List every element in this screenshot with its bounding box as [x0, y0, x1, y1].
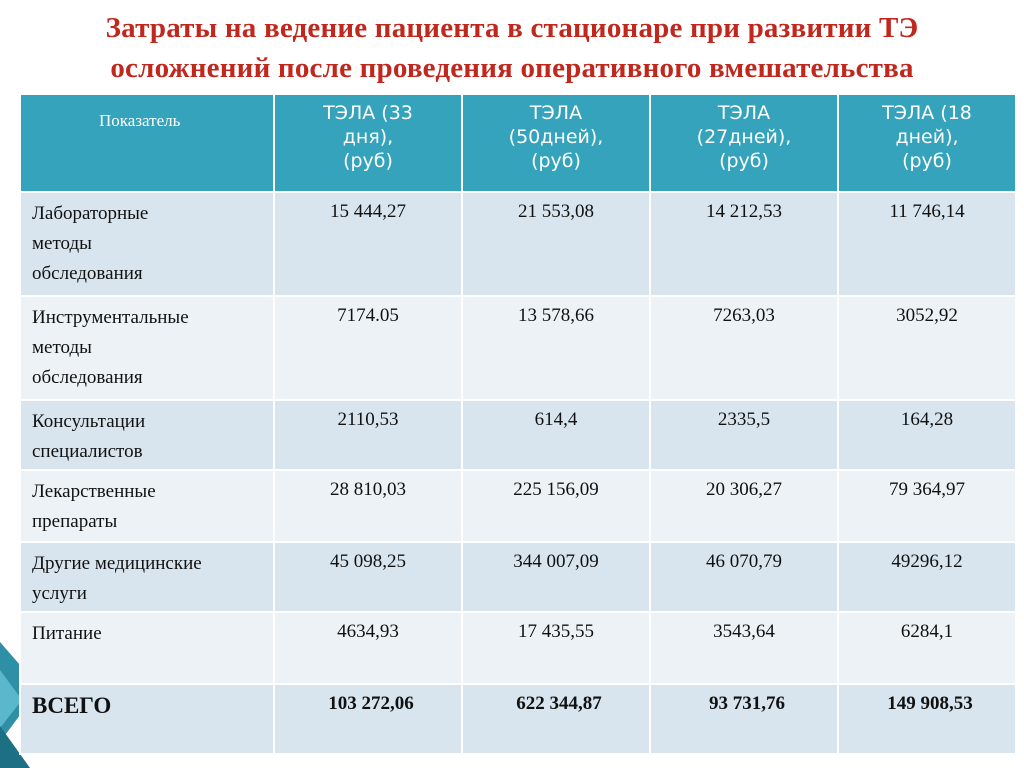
cell-value: 7174.05: [274, 296, 462, 400]
cell-value: 45 098,25: [274, 542, 462, 612]
slide-title: [0, 8, 1024, 88]
row-label: Лекарственные препараты: [20, 470, 274, 542]
total-value: 149 908,53: [838, 684, 1016, 754]
total-label: ВСЕГО: [20, 684, 274, 754]
cell-value: 79 364,97: [838, 470, 1016, 542]
slide-title-line-1: Затраты на ведение пациента в стационаре при развитии ТЭ: [105, 12, 919, 44]
cost-table: [19, 93, 1017, 755]
row-label: Консультации специалистов: [20, 400, 274, 470]
total-value: 622 344,87: [462, 684, 650, 754]
cell-value: 7263,03: [650, 296, 838, 400]
header-indicator: Показатель: [20, 94, 274, 192]
table-row-medications: [20, 470, 1016, 542]
cell-value: 28 810,03: [274, 470, 462, 542]
header-row: [20, 94, 1016, 192]
cell-value: 4634,93: [274, 612, 462, 684]
cell-value: 15 444,27: [274, 192, 462, 296]
cell-value: 13 578,66: [462, 296, 650, 400]
slide-title-line-2: осложнений после проведения оперативного вмешательства: [110, 52, 914, 84]
cell-value: 6284,1: [838, 612, 1016, 684]
table-row-instrumental: [20, 296, 1016, 400]
cell-value: 164,28: [838, 400, 1016, 470]
header-tela-33: ТЭЛА (33 дня), (руб): [274, 94, 462, 192]
cell-value: 2110,53: [274, 400, 462, 470]
total-value: 93 731,76: [650, 684, 838, 754]
table-row-other-services: [20, 542, 1016, 612]
cell-value: 17 435,55: [462, 612, 650, 684]
cell-value: 344 007,09: [462, 542, 650, 612]
cell-value: 14 212,53: [650, 192, 838, 296]
header-tela-50: ТЭЛА (50дней), (руб): [462, 94, 650, 192]
row-label: Другие медицинские услуги: [20, 542, 274, 612]
cell-value: 3543,64: [650, 612, 838, 684]
header-tela-18: ТЭЛА (18 дней), (руб): [838, 94, 1016, 192]
row-label: Лабораторные методы обследования: [20, 192, 274, 296]
table-row-total: [20, 684, 1016, 754]
row-label: Питание: [20, 612, 274, 684]
table-row-food: [20, 612, 1016, 684]
row-label: Инструментальные методы обследования: [20, 296, 274, 400]
cell-value: 2335,5: [650, 400, 838, 470]
cell-value: 21 553,08: [462, 192, 650, 296]
cell-value: 225 156,09: [462, 470, 650, 542]
total-value: 103 272,06: [274, 684, 462, 754]
cell-value: 11 746,14: [838, 192, 1016, 296]
table-row-consultations: [20, 400, 1016, 470]
cell-value: 3052,92: [838, 296, 1016, 400]
header-tela-27: ТЭЛА (27дней), (руб): [650, 94, 838, 192]
cell-value: 20 306,27: [650, 470, 838, 542]
cell-value: 614,4: [462, 400, 650, 470]
table-row-lab: [20, 192, 1016, 296]
cell-value: 49296,12: [838, 542, 1016, 612]
cell-value: 46 070,79: [650, 542, 838, 612]
